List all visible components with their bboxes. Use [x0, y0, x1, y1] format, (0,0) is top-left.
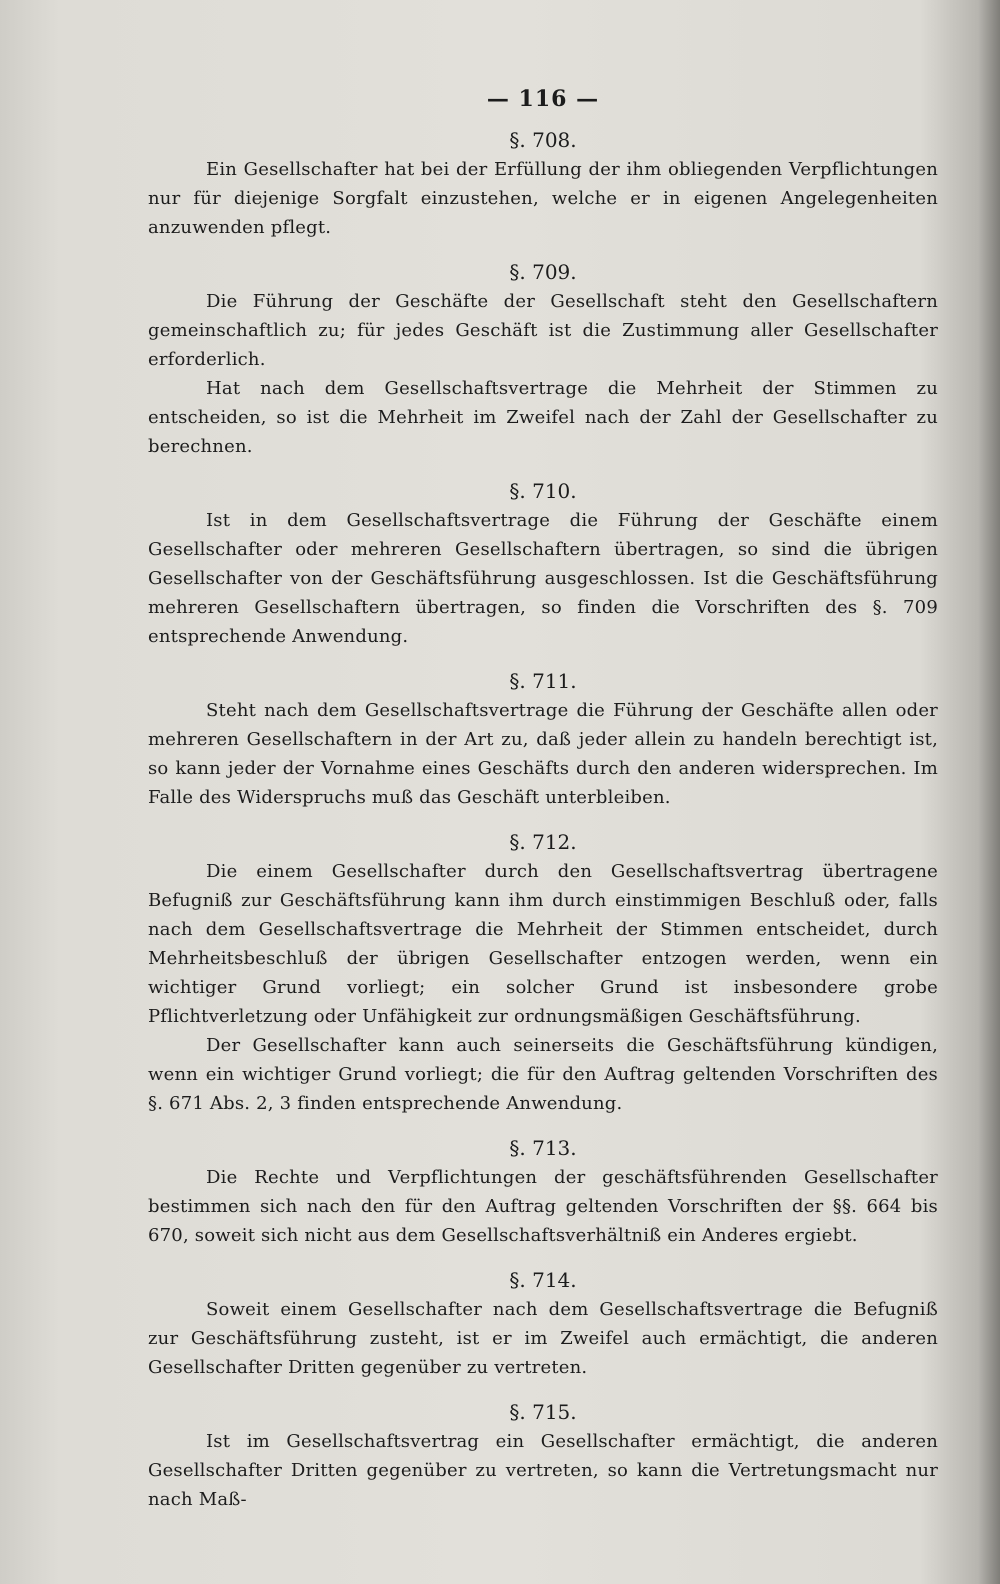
- section-heading: §. 709.: [509, 260, 577, 284]
- section-712: [148, 828, 938, 1118]
- section-709: [148, 258, 938, 461]
- section-paragraph: Ist im Gesellschaftsvertrag ein Gesellschafter ermächtigt, die anderen Gesellschafter Dritten gegenüber zu vertreten, so kann die Vertretungsmacht nur nach Maß-: [148, 1431, 938, 1510]
- section-715: [148, 1398, 938, 1514]
- section-paragraph: Die einem Gesellschafter durch den Gesellschaftsvertrag übertragene Befugniß zur Geschäftsführung kann ihm durch einstimmigen Beschluß oder, falls nach dem Gesellschaftsvertrage die Mehrheit der Stimmen entscheidet, durch Mehrheitsbeschluß der übrigen Gesellschafter entzogen werden, wenn ein wichtiger Grund vorliegt; ein solcher Grund ist insbesondere grobe Pflichtverletzung oder Unfähigkeit zur ordnungsmäßigen Geschäftsführung.: [148, 861, 938, 1027]
- section-714: [148, 1266, 938, 1382]
- section-713: [148, 1134, 938, 1250]
- section-711: [148, 667, 938, 812]
- section-paragraph: Ist in dem Gesellschaftsvertrage die Führung der Geschäfte einem Gesellschafter oder mehreren Gesellschaftern übertragen, so sind die übrigen Gesellschafter von der Geschäftsführung ausgeschlossen. Ist die Geschäftsführung mehreren Gesellschaftern übertragen, so finden die Vorschriften des §. 709 entsprechende Anwendung.: [148, 510, 938, 647]
- section-heading: §. 711.: [509, 669, 577, 693]
- page-number: — 116 —: [486, 86, 600, 112]
- section-paragraph: Die Rechte und Verpflichtungen der geschäftsführenden Gesellschafter bestimmen sich nach den für den Auftrag geltenden Vorschriften der §§. 664 bis 670, soweit sich nicht aus dem Gesellschaftsverhältniß ein Anderes ergiebt.: [148, 1167, 938, 1246]
- section-heading: §. 715.: [509, 1400, 577, 1424]
- section-heading: §. 713.: [509, 1136, 577, 1160]
- section-paragraph: Steht nach dem Gesellschaftsvertrage die Führung der Geschäfte allen oder mehreren Gesellschaftern in der Art zu, daß jeder allein zu handeln berechtigt ist, so kann jeder der Vornahme eines Geschäfts durch den anderen widersprechen. Im Falle des Widerspruchs muß das Geschäft unterbleiben.: [148, 700, 938, 808]
- page-edge-shadow: [978, 0, 1000, 1584]
- page-content: [148, 86, 938, 1514]
- section-708: [148, 126, 938, 242]
- section-paragraph: Der Gesellschafter kann auch seinerseits die Geschäftsführung kündigen, wenn ein wichtiger Grund vorliegt; die für den Auftrag geltenden Vorschriften des §. 671 Abs. 2, 3 finden entsprechende Anwendung.: [148, 1035, 938, 1114]
- section-paragraph: Hat nach dem Gesellschaftsvertrage die Mehrheit der Stimmen zu entscheiden, so ist die Mehrheit im Zweifel nach der Zahl der Gesellschafter zu berechnen.: [148, 378, 938, 457]
- section-paragraph: Soweit einem Gesellschafter nach dem Gesellschaftsvertrage die Befugniß zur Geschäftsführung zusteht, ist er im Zweifel auch ermächtigt, die anderen Gesellschafter Dritten gegenüber zu vertreten.: [148, 1299, 938, 1378]
- section-heading: §. 712.: [509, 830, 577, 854]
- section-paragraph: Ein Gesellschafter hat bei der Erfüllung der ihm obliegenden Verpflichtungen nur für diejenige Sorgfalt einzustehen, welche er in eigenen Angelegenheiten anzuwenden pflegt.: [148, 159, 938, 238]
- section-heading: §. 708.: [509, 128, 577, 152]
- section-heading: §. 714.: [509, 1268, 577, 1292]
- section-710: [148, 477, 938, 651]
- section-paragraph: Die Führung der Geschäfte der Gesellschaft steht den Gesellschaftern gemeinschaftlich zu; für jedes Geschäft ist die Zustimmung aller Gesellschafter erforderlich.: [148, 291, 938, 370]
- section-heading: §. 710.: [509, 479, 577, 503]
